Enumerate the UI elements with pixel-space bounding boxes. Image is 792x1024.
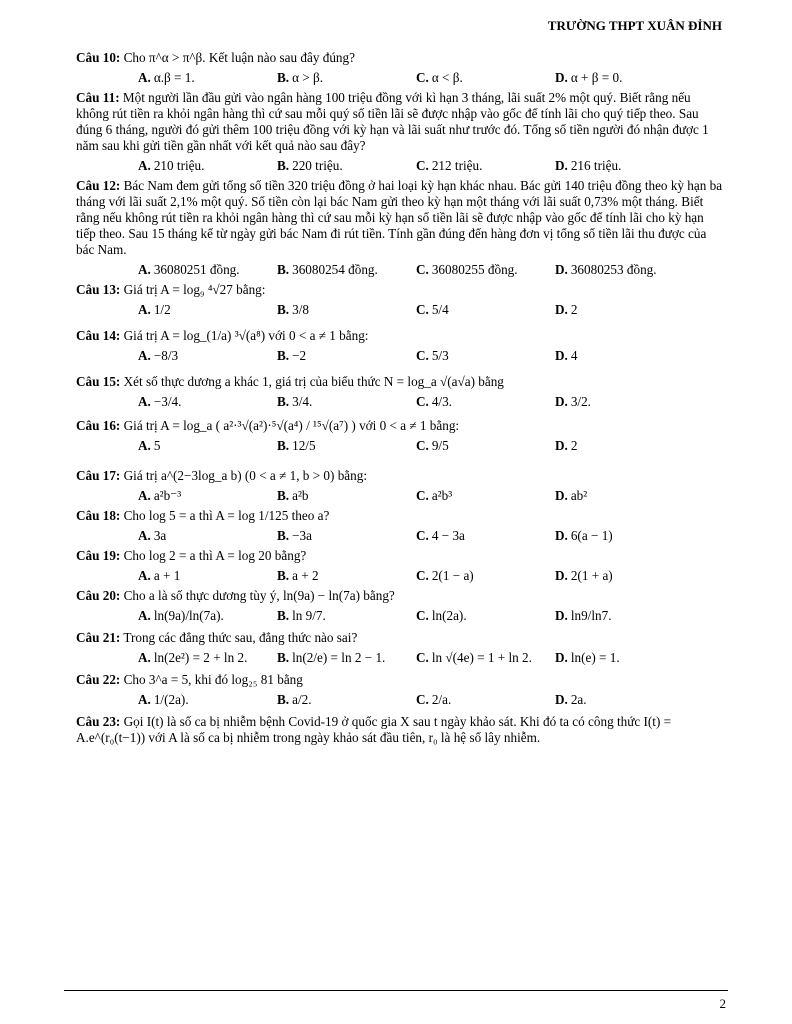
option-label: D. xyxy=(555,348,568,363)
option-label: A. xyxy=(138,438,151,453)
question-number: Câu 19: xyxy=(76,548,121,563)
question-text: Bác Nam đem gửi tổng số tiền 320 triệu đồng ở hai loại kỳ hạn khác nhau. Bác gửi 140 triệu đồng theo kỳ hạn ba tháng với lãi suất 2,1% một quý. Số tiền còn lại bác Nam gửi theo kỳ hạn một tháng với lãi suất 0,73% một tháng. Biết rằng nếu không rút tiền ra khỏi ngân hàng thì cứ sau mỗi kỳ hạn số tiền lãi sẽ được nhập vào gốc để tính lãi cho kỳ hạn tiếp theo. Sau 15 tháng kể từ ngày gửi bác Nam đi rút tiền. Tính gần đúng đến hàng đơn vị tổng số tiền lãi thu được của bác Nam. xyxy=(76,178,723,257)
option-value: 210 triệu. xyxy=(153,158,205,173)
option-value: 6(a − 1) xyxy=(570,528,613,543)
answer-option xyxy=(555,348,577,364)
option-label: D. xyxy=(555,438,568,453)
answer-option xyxy=(555,262,657,278)
answer-option xyxy=(277,158,416,174)
option-value: 3/4. xyxy=(292,394,313,409)
option-label: B. xyxy=(277,488,290,503)
option-label: A. xyxy=(138,302,151,317)
option-value: α + β = 0. xyxy=(570,70,623,85)
option-value: 36080255 đồng. xyxy=(431,262,518,277)
option-value: 3/2. xyxy=(570,394,591,409)
option-value: 1/(2a). xyxy=(153,692,189,707)
option-value: 36080254 đồng. xyxy=(292,262,378,277)
option-label: D. xyxy=(555,302,568,317)
answer-option xyxy=(277,528,416,544)
question-number: Câu 20: xyxy=(76,588,121,603)
answer-options xyxy=(76,650,726,666)
option-label: B. xyxy=(277,438,290,453)
option-value: ln √(4e) = 1 + ln 2. xyxy=(431,650,532,665)
option-label: A. xyxy=(138,262,151,277)
option-value: a²b xyxy=(292,488,309,503)
question-10 xyxy=(76,50,726,66)
option-label: C. xyxy=(416,348,429,363)
option-label: D. xyxy=(555,528,568,543)
option-value: α.β = 1. xyxy=(153,70,195,85)
answer-option xyxy=(555,394,591,410)
answer-option xyxy=(138,692,277,708)
answer-option xyxy=(555,70,622,86)
answer-option xyxy=(416,528,555,544)
question-text: Một người lần đầu gửi vào ngân hàng 100 triệu đồng với kì hạn 3 tháng, lãi suất 2% một quý. Biết rằng nếu không rút tiền ra khỏi ngân hàng thì cứ sau mỗi quý số tiền lãi sẽ được nhập vào gốc để tính lãi cho quý tiếp theo. Sau đúng 6 tháng, người đó gửi thêm 100 triệu đồng với kỳ hạn và lãi suất như trước đó. Tổng số tiền người đó nhận được 1 năm sau khi gửi tiền gần nhất với kết quả nào sau đây? xyxy=(76,90,709,153)
answer-option xyxy=(138,70,277,86)
option-label: C. xyxy=(416,528,429,543)
option-value: 212 triệu. xyxy=(431,158,483,173)
answer-options xyxy=(76,394,726,410)
answer-option xyxy=(277,568,416,584)
question-text: Giá trị A = log_a ( a²·³√(a²)·⁵√(a⁴) / ¹⁵√(a⁷) ) với 0 < a ≠ 1 bằng: xyxy=(123,418,460,433)
option-label: C. xyxy=(416,262,429,277)
option-label: B. xyxy=(277,608,290,623)
answer-option xyxy=(555,488,587,504)
option-value: ln(2e²) = 2 + ln 2. xyxy=(153,650,248,665)
question-13 xyxy=(76,282,726,298)
option-value: 5 xyxy=(153,438,161,453)
option-value: −8/3 xyxy=(153,348,179,363)
answer-options xyxy=(76,568,726,584)
question-22 xyxy=(76,672,726,688)
answer-option xyxy=(416,608,555,624)
answer-option xyxy=(416,394,555,410)
question-number: Câu 23: xyxy=(76,714,121,729)
option-value: a²b⁻³ xyxy=(153,488,182,503)
option-label: D. xyxy=(555,568,568,583)
option-label: A. xyxy=(138,528,151,543)
question-number: Câu 15: xyxy=(76,374,121,389)
option-value: a/2. xyxy=(292,692,312,707)
option-value: ln 9/7. xyxy=(292,608,326,623)
option-value: ln(9a)/ln(7a). xyxy=(153,608,224,623)
option-value: 1/2 xyxy=(153,302,171,317)
option-label: D. xyxy=(555,158,568,173)
question-20 xyxy=(76,588,726,604)
question-list xyxy=(76,50,726,750)
question-number: Câu 10: xyxy=(76,50,121,65)
option-value: α < β. xyxy=(431,70,463,85)
answer-option xyxy=(416,650,555,666)
answer-option xyxy=(555,438,577,454)
option-label: B. xyxy=(277,158,290,173)
option-value: 9/5 xyxy=(431,438,449,453)
question-number: Câu 22: xyxy=(76,672,121,687)
answer-option xyxy=(277,262,416,278)
answer-options xyxy=(76,528,726,544)
option-value: a²b³ xyxy=(431,488,453,503)
answer-options xyxy=(76,608,726,624)
answer-options xyxy=(76,692,726,708)
answer-options xyxy=(76,488,726,504)
answer-option xyxy=(416,70,555,86)
answer-option xyxy=(555,302,577,318)
option-value: 36080251 đồng. xyxy=(153,262,240,277)
answer-options xyxy=(76,70,726,86)
question-text: Cho π^α > π^β. Kết luận nào sau đây đúng? xyxy=(123,50,355,65)
option-label: B. xyxy=(277,568,290,583)
option-label: A. xyxy=(138,348,151,363)
question-number: Câu 11: xyxy=(76,90,120,105)
option-value: 2a. xyxy=(570,692,587,707)
answer-option xyxy=(277,488,416,504)
option-label: D. xyxy=(555,608,568,623)
school-header: TRƯỜNG THPT XUÂN ĐỈNH xyxy=(547,18,722,33)
answer-option xyxy=(138,568,277,584)
answer-option xyxy=(416,568,555,584)
answer-option xyxy=(138,348,277,364)
option-label: B. xyxy=(277,348,290,363)
answer-option xyxy=(555,692,587,708)
page-number: 2 xyxy=(719,996,726,1011)
question-19 xyxy=(76,548,726,564)
option-value: −2 xyxy=(292,348,307,363)
option-label: B. xyxy=(277,394,290,409)
question-text: Cho log 5 = a thì A = log 1/125 theo a? xyxy=(123,508,330,523)
answer-option xyxy=(416,262,555,278)
question-text: Gọi I(t) là số ca bị nhiễm bệnh Covid-19 ở quốc gia X sau t ngày khảo sát. Khi đó ta có công thức I(t) = A.e^(r₀(t−1)) với A là số ca bị nhiễm trong ngày khảo sát đầu tiên, r₀ là hệ số lây nhiễm. xyxy=(76,714,672,745)
answer-option xyxy=(138,158,277,174)
question-21 xyxy=(76,630,726,646)
question-15 xyxy=(76,374,726,390)
question-text: Giá trị A = log_(1/a) ³√(a⁸) với 0 < a ≠ 1 bằng: xyxy=(123,328,369,343)
question-text: Cho a là số thực dương tùy ý, ln(9a) − ln(7a) bằng? xyxy=(123,588,395,603)
option-label: A. xyxy=(138,158,151,173)
answer-options xyxy=(76,158,726,174)
question-16 xyxy=(76,418,726,434)
answer-option xyxy=(277,70,416,86)
answer-option xyxy=(138,302,277,318)
option-value: 4 xyxy=(570,348,578,363)
question-11 xyxy=(76,90,726,154)
question-text: Cho 3^a = 5, khi đó log₂₅ 81 bằng xyxy=(123,672,303,687)
option-value: 2 xyxy=(570,302,578,317)
option-label: C. xyxy=(416,650,429,665)
answer-option xyxy=(277,650,416,666)
option-value: 3a xyxy=(153,528,167,543)
answer-option xyxy=(138,488,277,504)
option-value: 36080253 đồng. xyxy=(570,262,657,277)
option-label: D. xyxy=(555,488,568,503)
option-value: 4 − 3a xyxy=(431,528,465,543)
option-label: D. xyxy=(555,262,568,277)
option-label: C. xyxy=(416,158,429,173)
question-number: Câu 16: xyxy=(76,418,121,433)
option-label: B. xyxy=(277,650,290,665)
option-value: a + 2 xyxy=(292,568,319,583)
question-number: Câu 12: xyxy=(76,178,121,193)
footer-divider xyxy=(64,990,728,991)
answer-option xyxy=(277,302,416,318)
option-label: B. xyxy=(277,528,290,543)
option-value: 5/3 xyxy=(431,348,449,363)
answer-option xyxy=(416,438,555,454)
option-value: ln(2a). xyxy=(431,608,467,623)
option-label: D. xyxy=(555,692,568,707)
option-label: A. xyxy=(138,70,151,85)
question-14 xyxy=(76,328,726,344)
answer-options xyxy=(76,302,726,318)
option-value: −3/4. xyxy=(153,394,182,409)
answer-option xyxy=(138,394,277,410)
option-label: C. xyxy=(416,608,429,623)
answer-option xyxy=(138,608,277,624)
answer-option xyxy=(416,158,555,174)
answer-option xyxy=(138,650,277,666)
option-value: 12/5 xyxy=(292,438,316,453)
question-text: Giá trị a^(2−3log_a b) (0 < a ≠ 1, b > 0) bằng: xyxy=(123,468,368,483)
question-text: Cho log 2 = a thì A = log 20 bằng? xyxy=(123,548,307,563)
option-value: ln(e) = 1. xyxy=(570,650,620,665)
option-label: B. xyxy=(277,262,290,277)
option-label: C. xyxy=(416,488,429,503)
answer-option xyxy=(138,528,277,544)
question-number: Câu 17: xyxy=(76,468,121,483)
option-value: ln9/ln7. xyxy=(570,608,612,623)
answer-options xyxy=(76,438,726,454)
option-label: A. xyxy=(138,650,151,665)
question-23 xyxy=(76,714,726,746)
question-number: Câu 14: xyxy=(76,328,121,343)
option-label: C. xyxy=(416,302,429,317)
option-value: 2(1 − a) xyxy=(431,568,474,583)
question-17 xyxy=(76,468,726,484)
option-label: A. xyxy=(138,488,151,503)
option-label: C. xyxy=(416,438,429,453)
option-label: A. xyxy=(138,692,151,707)
answer-option xyxy=(555,568,613,584)
question-number: Câu 18: xyxy=(76,508,121,523)
answer-options xyxy=(76,348,726,364)
option-value: 4/3. xyxy=(431,394,452,409)
question-text: Giá trị A = log₉ ⁴√27 bằng: xyxy=(123,282,266,297)
option-label: D. xyxy=(555,70,568,85)
answer-option xyxy=(555,528,613,544)
question-number: Câu 21: xyxy=(76,630,121,645)
option-value: 2/a. xyxy=(431,692,452,707)
question-text: Xét số thực dương a khác 1, giá trị của biểu thức N = log_a √(a√a) bằng xyxy=(123,374,504,389)
answer-option xyxy=(138,438,277,454)
option-value: 216 triệu. xyxy=(570,158,622,173)
answer-option xyxy=(277,348,416,364)
option-label: A. xyxy=(138,608,151,623)
answer-option xyxy=(555,608,612,624)
option-label: C. xyxy=(416,70,429,85)
question-12 xyxy=(76,178,726,258)
option-label: B. xyxy=(277,692,290,707)
answer-option xyxy=(416,302,555,318)
question-text: Trong các đẳng thức sau, đẳng thức nào sai? xyxy=(123,630,358,645)
option-label: A. xyxy=(138,568,151,583)
option-label: B. xyxy=(277,302,290,317)
answer-option xyxy=(416,348,555,364)
option-value: 220 triệu. xyxy=(292,158,343,173)
option-label: C. xyxy=(416,394,429,409)
answer-option xyxy=(416,488,555,504)
question-18 xyxy=(76,508,726,524)
option-label: A. xyxy=(138,394,151,409)
question-number: Câu 13: xyxy=(76,282,121,297)
option-value: 2 xyxy=(570,438,578,453)
option-value: −3a xyxy=(292,528,312,543)
option-value: ab² xyxy=(570,488,588,503)
answer-option xyxy=(277,438,416,454)
answer-option xyxy=(138,262,277,278)
answer-option xyxy=(555,650,620,666)
answer-option xyxy=(416,692,555,708)
option-value: ln(2/e) = ln 2 − 1. xyxy=(292,650,386,665)
option-label: B. xyxy=(277,70,290,85)
option-value: 5/4 xyxy=(431,302,449,317)
answer-option xyxy=(277,608,416,624)
option-label: C. xyxy=(416,568,429,583)
option-label: D. xyxy=(555,394,568,409)
option-value: α > β. xyxy=(292,70,324,85)
option-value: 3/8 xyxy=(292,302,309,317)
option-label: C. xyxy=(416,692,429,707)
answer-option xyxy=(555,158,621,174)
option-value: 2(1 + a) xyxy=(570,568,613,583)
answer-option xyxy=(277,692,416,708)
option-value: a + 1 xyxy=(153,568,181,583)
answer-option xyxy=(277,394,416,410)
answer-options xyxy=(76,262,726,278)
option-label: D. xyxy=(555,650,568,665)
